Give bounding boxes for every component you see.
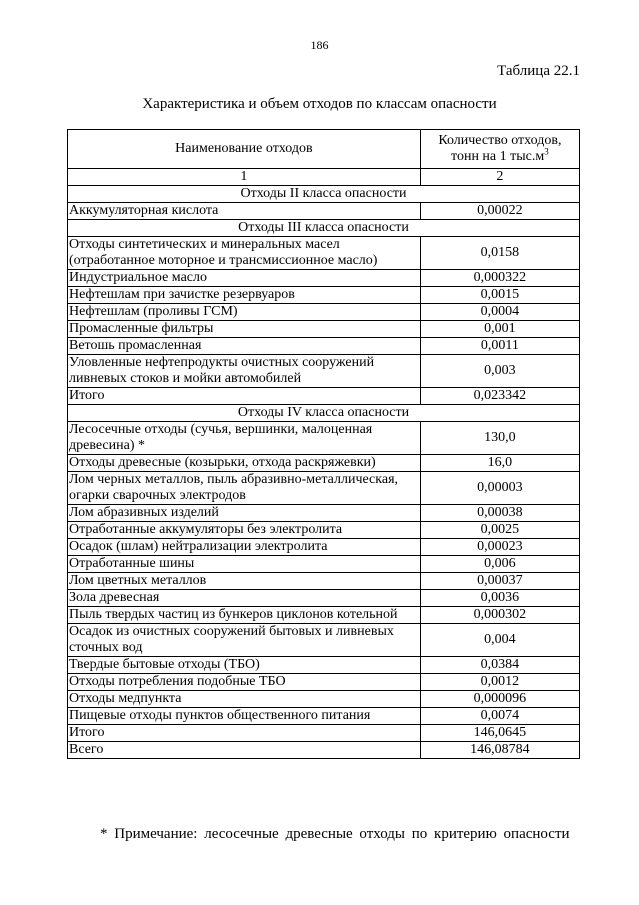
- table-row: [68, 674, 580, 691]
- header-quantity-line2: тонн на 1 тыс.м: [451, 149, 545, 164]
- waste-name-cell: Аккумуляторная кислота: [68, 203, 421, 220]
- footnote: * Примечание: лесосечные древесные отходы по критерию опасности: [100, 826, 570, 842]
- waste-quantity-cell: 0,0158: [420, 237, 579, 270]
- header-waste-name: Наименование отходов: [68, 130, 421, 169]
- header-quantity-line1: Количество отходов,: [438, 133, 562, 148]
- waste-name-cell: Зола древесная: [68, 590, 421, 607]
- column-number-row: [68, 169, 580, 186]
- page-number: 186: [310, 38, 329, 52]
- table-row: [68, 556, 580, 573]
- waste-name-cell: Отработанные шины: [68, 556, 421, 573]
- table-row: [68, 725, 580, 742]
- waste-quantity-cell: 0,023342: [420, 388, 579, 405]
- waste-name-cell: Осадок из очистных сооружений бытовых и ливневых сточных вод: [68, 624, 421, 657]
- waste-quantity-cell: 0,004: [420, 624, 579, 657]
- section-header-row: [68, 220, 580, 237]
- table-row: [68, 237, 580, 270]
- table-row: [68, 455, 580, 472]
- waste-name-cell: Отходы древесные (козырьки, отхода раскряжевки): [68, 455, 421, 472]
- waste-name-cell: Итого: [68, 388, 421, 405]
- table-row: [68, 522, 580, 539]
- waste-quantity-cell: 0,0004: [420, 304, 579, 321]
- waste-quantity-cell: 0,0012: [420, 674, 579, 691]
- table-row: [68, 304, 580, 321]
- section-header-row: [68, 186, 580, 203]
- table-row: [68, 657, 580, 674]
- waste-table: [67, 129, 580, 759]
- waste-quantity-cell: 0,000302: [420, 607, 579, 624]
- table-row: [68, 422, 580, 455]
- header-quantity-superscript: 3: [544, 146, 549, 157]
- column-number-2: 2: [420, 169, 579, 186]
- waste-quantity-cell: 0,000096: [420, 691, 579, 708]
- waste-quantity-cell: 0,00022: [420, 203, 579, 220]
- waste-quantity-cell: 0,003: [420, 355, 579, 388]
- waste-name-cell: Индустриальное масло: [68, 270, 421, 287]
- waste-name-cell: Лом черных металлов, пыль абразивно-металлическая, огарки сварочных электродов: [68, 472, 421, 505]
- table-label: Таблица 22.1: [497, 63, 580, 79]
- waste-name-cell: Твердые бытовые отходы (ТБО): [68, 657, 421, 674]
- waste-name-cell: Осадок (шлам) нейтрализации электролита: [68, 539, 421, 556]
- waste-name-cell: Нефтешлам при зачистке резервуаров: [68, 287, 421, 304]
- table-row: [68, 321, 580, 338]
- waste-quantity-cell: 130,0: [420, 422, 579, 455]
- waste-quantity-cell: 0,0015: [420, 287, 579, 304]
- waste-quantity-cell: 0,00023: [420, 539, 579, 556]
- waste-quantity-cell: 0,00038: [420, 505, 579, 522]
- waste-quantity-cell: 0,0384: [420, 657, 579, 674]
- table-row: [68, 270, 580, 287]
- table-row: [68, 607, 580, 624]
- waste-quantity-cell: 0,0011: [420, 338, 579, 355]
- table-row: [68, 287, 580, 304]
- table-row: [68, 573, 580, 590]
- waste-name-cell: Всего: [68, 742, 421, 759]
- waste-quantity-cell: 146,08784: [420, 742, 579, 759]
- waste-quantity-cell: 0,0025: [420, 522, 579, 539]
- waste-quantity-cell: 0,0074: [420, 708, 579, 725]
- table-row: [68, 505, 580, 522]
- waste-quantity-cell: 0,0036: [420, 590, 579, 607]
- waste-name-cell: Нефтешлам (проливы ГСМ): [68, 304, 421, 321]
- table-row: [68, 355, 580, 388]
- waste-name-cell: Промасленные фильтры: [68, 321, 421, 338]
- waste-name-cell: Отходы потребления подобные ТБО: [68, 674, 421, 691]
- waste-name-cell: Уловленные нефтепродукты очистных сооружений ливневых стоков и мойки автомобилей: [68, 355, 421, 388]
- waste-name-cell: Лом цветных металлов: [68, 573, 421, 590]
- waste-quantity-cell: 146,0645: [420, 725, 579, 742]
- section-header-row: [68, 405, 580, 422]
- section-title: Отходы III класса опасности: [68, 220, 580, 237]
- waste-quantity-cell: 0,00003: [420, 472, 579, 505]
- table-title: Характеристика и объем отходов по классам опасности: [142, 96, 497, 112]
- waste-name-cell: Отходы медпункта: [68, 691, 421, 708]
- table-row: [68, 742, 580, 759]
- table-row: [68, 472, 580, 505]
- waste-name-cell: Итого: [68, 725, 421, 742]
- section-title: Отходы II класса опасности: [68, 186, 580, 203]
- table-row: [68, 708, 580, 725]
- table-row: [68, 539, 580, 556]
- waste-quantity-cell: 16,0: [420, 455, 579, 472]
- table-header-row: [68, 130, 580, 169]
- column-number-1: 1: [68, 169, 421, 186]
- table-row: [68, 590, 580, 607]
- waste-quantity-cell: 0,006: [420, 556, 579, 573]
- table-row: [68, 338, 580, 355]
- waste-quantity-cell: 0,001: [420, 321, 579, 338]
- waste-name-cell: Лесосечные отходы (сучья, вершинки, малоценная древесина) *: [68, 422, 421, 455]
- waste-quantity-cell: 0,00037: [420, 573, 579, 590]
- waste-name-cell: Пищевые отходы пунктов общественного питания: [68, 708, 421, 725]
- waste-name-cell: Лом абразивных изделий: [68, 505, 421, 522]
- waste-name-cell: Отработанные аккумуляторы без электролита: [68, 522, 421, 539]
- section-title: Отходы IV класса опасности: [68, 405, 580, 422]
- table-row: [68, 388, 580, 405]
- table-row: [68, 691, 580, 708]
- waste-name-cell: Пыль твердых частиц из бункеров циклонов котельной: [68, 607, 421, 624]
- waste-name-cell: Отходы синтетических и минеральных масел (отработанное моторное и трансмиссионное масло): [68, 237, 421, 270]
- table-row: [68, 624, 580, 657]
- table-row: [68, 203, 580, 220]
- waste-quantity-cell: 0,000322: [420, 270, 579, 287]
- header-waste-quantity: [420, 130, 579, 169]
- waste-name-cell: Ветошь промасленная: [68, 338, 421, 355]
